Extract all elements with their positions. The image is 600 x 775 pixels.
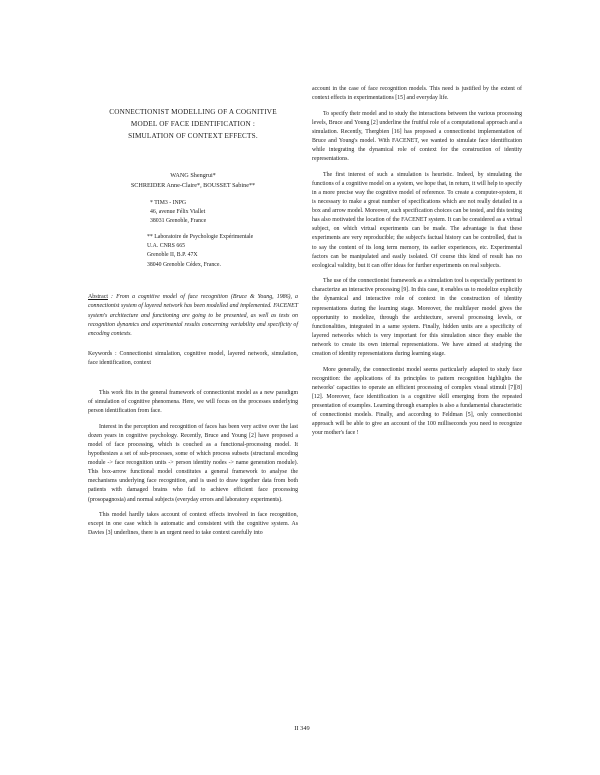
- author-line-secondary: SCHREIDER Anne-Claire*, BOUSSET Sabine**: [130, 182, 256, 189]
- body-paragraph: account in the case of face recognition models. This need is justified by the extent of context effects in experimentations [15] and everyday life.: [312, 86, 522, 102]
- affiliation-line: 46, avenue Félix Viallet: [150, 209, 206, 216]
- paper-title: [88, 106, 298, 142]
- body-paragraph: More generally, the connectionist model seems particularly adapted to study face recognition: the applications of its principles to pattern recognition highlights the networks' capacities to operate an efficient processing of complex visual stimuli [7][8][12]. Moreover, face identification is a cognitive skill emerging from the repeated presentation of examples. Learning through examples is also a fundamental characteristic of connectionist models. Finally, and according to Feldman [5], only connectionist approach will be able to give an account of the 100 milliseconds you need to recognize your mother's face !: [312, 366, 522, 437]
- body-paragraph: The first interest of such a simulation is heuristic. Indeed, by simulating the functions of a cognitive model on a system, we hope that, in return, it will help to specify in a more precise way the cognitive model of reference. To create a computer-system, it is necessary to make a great number of specifications which are not really detailed in a box and arrow model. Moreover, such specification choices can be tested, and this testing has also motivated the location of the FACENET system. It can be considered as a virtual subject, on which virtual experiments can be made. The advantage is that these experiments are very reproducible; the subject's factual history can be controlled, that is to say the content of its long term memory, its earlier experiences, etc. Experimental factors can be manipulated and easily isolated. Of course this kind of result has no ecological validity, but it can offer ideas for further experiments on real subjects.: [312, 171, 522, 269]
- abstract-text: : From a cognitive model of face recognition (Bruce & Young, 1986), a connectionist system of layered network has been modelled and implemented. FACENET system's architecture and functioning are going to be presented, as well as tests on recognition dynamics and experimental results concerning variability and specificity of encoding contexts.: [88, 294, 298, 338]
- affiliation-line: 38040 Grenoble Cédex, France.: [147, 261, 221, 268]
- body-paragraph: Interest in the perception and recognition of faces has been very active over the last dozen years in cognitive psychology. Recently, Bruce and Young [2] have proposed a model of face processing, which is couched as a functional-processing model. It hypothesizes a set of sub-processes, some of which process subsets (structural encoding module -> face recognition units -> person identity nodes -> name generation module). This box-arrow functional model constitutes a general framework to analyse the mechanisms underlying face recognition, and is used to draw together data from both patients with damaged brains who fail to achieve efficient face processing (prosopagnosia) and normal subjects (everyday errors and laboratory experiments).: [88, 423, 298, 503]
- keywords-label: Keywords: [88, 351, 113, 357]
- body-paragraph: The use of the connectionist framework as a simulation tool is especially pertinent to characterize an interactive processing [9]. In this case, it enables us to modelize explicitly the dynamical and interactive role of context in the construction of identity representations during the learning stage. Moreover, the multilayer model gives the opportunity to modelize, through the architecture, several processing levels, or functionalities, integrated in a same system. Finally, hidden units are a specificity of layered networks which is very important for this simulation since they enable the network to create its own internal representations. We have aimed at studying the creation of identity representations during learning stage.: [312, 278, 522, 358]
- title-line: SIMULATION OF CONTEXT EFFECTS.: [128, 132, 258, 140]
- affiliation-line: U.A. CNRS 665: [147, 243, 186, 250]
- keywords: [88, 350, 298, 369]
- affiliation-tim3: [150, 199, 300, 227]
- title-line: MODEL OF FACE IDENTIFICATION :: [130, 120, 256, 128]
- title-line: CONNECTIONIST MODELLING OF A COGNITIVE: [109, 108, 277, 116]
- affiliation-line: 38031 Grenoble, France: [150, 218, 207, 225]
- body-paragraph: This work fits in the general framework of connectionist model as a new paradigm of simulation of cognitive phenomena. Here, we will focus on the processes underlying person identification from face.: [88, 390, 298, 415]
- abstract-label: Abstract: [88, 294, 108, 300]
- body-paragraph: This model hardly takes account of context effects involved in face recognition, except in one case which is automatic and consistent with the cognitive system. As Davies [3] underlines, there is an urgent need to take context carefully into: [88, 512, 298, 537]
- affiliation-line: Grenoble II, B.P. 47X: [147, 252, 198, 259]
- keywords-text: : Connectionist simulation, cognitive model, layered network, simulation, face identification, context: [88, 351, 298, 367]
- left-column-body: [88, 389, 298, 545]
- right-column-body: [312, 85, 522, 445]
- abstract: [88, 293, 298, 339]
- author-line-primary: WANG Shengrui*: [170, 172, 216, 179]
- affiliation-line: ** Laboratoire de Psychologie Expérimentale: [147, 234, 254, 240]
- affiliation-line: * TIM3 - INPG: [150, 200, 187, 206]
- author-block: [88, 171, 298, 191]
- body-paragraph: To specify their model and to study the interactions between the various processing levels, Bruce and Young [2] underline the fruitful role of a computational approach and a simulation. Recently, Thergbien [16] has proposed a connectionist implementation of Bruce and Young's model. With FACENET, we wanted to simulate face identification while integrating the dynamical role of context for the construction of identity representations.: [312, 110, 522, 163]
- affiliation-lab: [147, 233, 300, 270]
- page-number: II 349: [294, 725, 310, 732]
